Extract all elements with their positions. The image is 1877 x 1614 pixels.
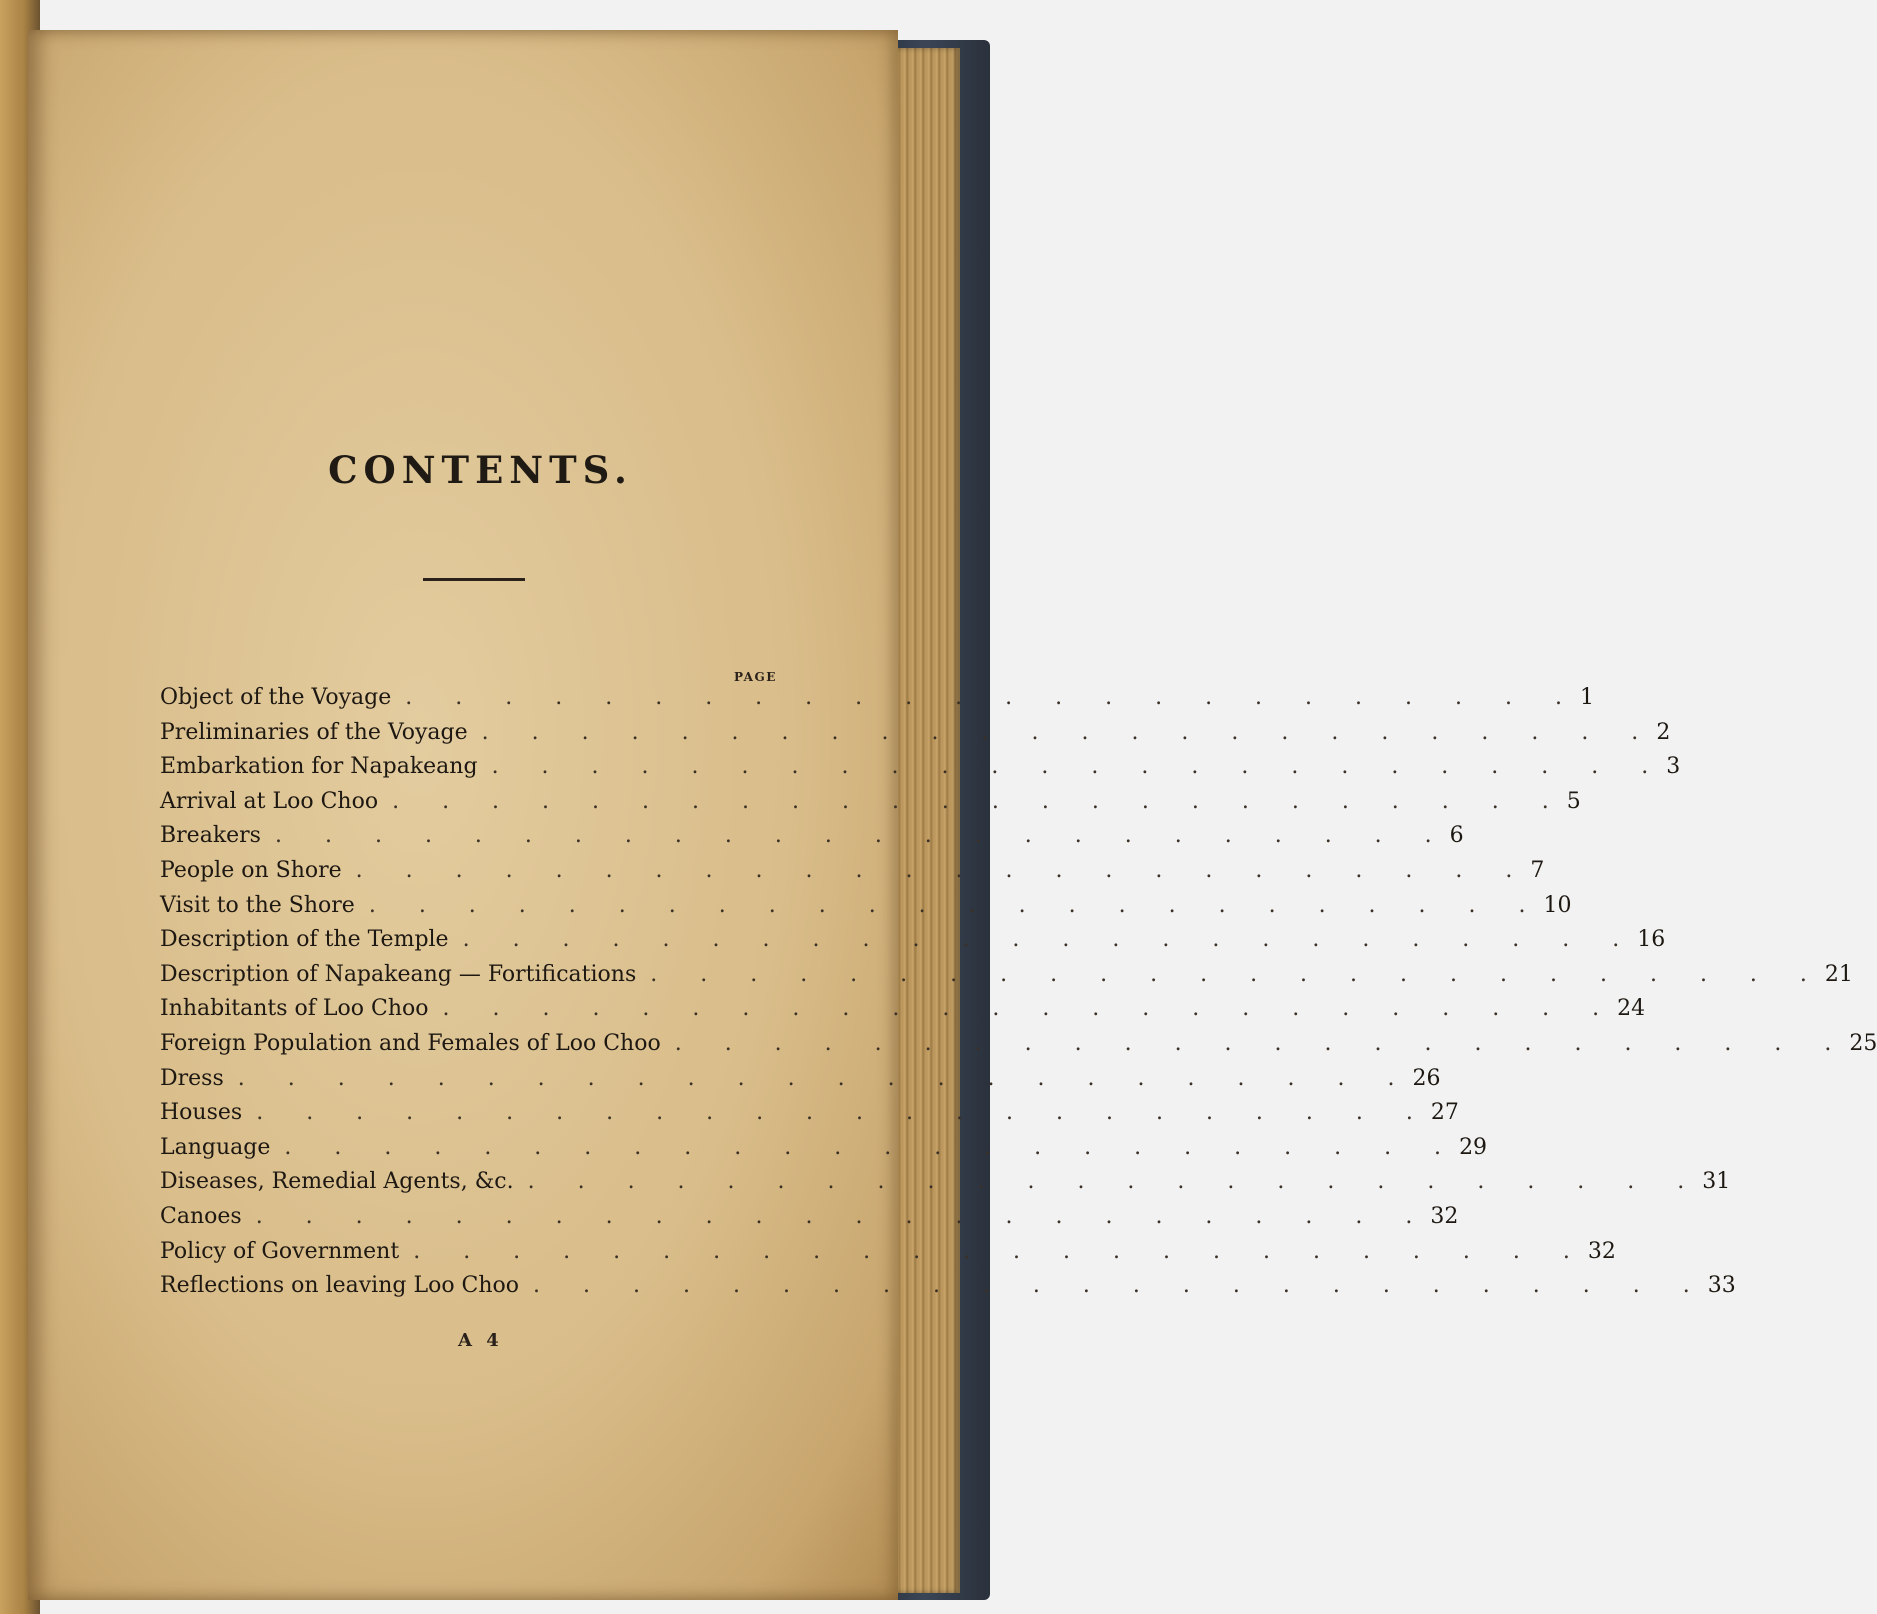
- toc-entry: [160, 892, 1572, 928]
- toc-leader-dots: . . . . . . . . . . . . . . . . . . . . . . . .: [674, 1030, 1850, 1056]
- toc-leader-dots: . . . . . . . . . . . . . . . . . . . . . . . .: [442, 996, 1618, 1022]
- toc-leader-dots: . . . . . . . . . . . . . . . . . . . . . . . .: [481, 719, 1657, 745]
- title-rule-divider: [423, 578, 525, 581]
- toc-entry-page: 6: [1449, 823, 1464, 849]
- toc-entry-label: Object of the Voyage: [160, 685, 392, 710]
- signature-mark: A 4: [458, 1330, 503, 1351]
- toc-entry-label: Description of the Temple: [160, 927, 449, 953]
- toc-entry-label: Breakers: [160, 823, 261, 849]
- toc-entry-label: Inhabitants of Loo Choo: [160, 996, 429, 1022]
- toc-leader-dots: . . . . . . . . . . . . . . . . . . . . . . . .: [413, 1238, 1588, 1264]
- toc-entry-label: Canoes: [160, 1203, 242, 1229]
- toc-entry-label: Policy of Government: [160, 1238, 400, 1264]
- toc-leader-dots: . . . . . . . . . . . . . . . . . . . . . . . .: [284, 1134, 1460, 1160]
- toc-entry: [160, 1169, 1731, 1204]
- toc-entry-page: 32: [1430, 1203, 1459, 1229]
- toc-entry-page: 21: [1824, 961, 1853, 987]
- toc-leader-dots: . . . . . . . . . . . . . . . . . . . . . . . .: [237, 1065, 1413, 1091]
- toc-entry-label: Houses: [160, 1100, 243, 1126]
- toc-entry-label: Description of Napakeang — Fortifications: [160, 961, 637, 987]
- toc-entry-label: Diseases, Remedial Agents, &c.: [160, 1169, 514, 1195]
- toc-entry-label: Reflections on leaving Loo Choo: [160, 1273, 520, 1299]
- page-column-heading: PAGE: [734, 670, 777, 684]
- toc-leader-dots: . . . . . . . . . . . . . . . . . . . . . . . .: [462, 927, 1638, 953]
- toc-entry: [160, 1203, 1459, 1239]
- toc-entry-page: 10: [1543, 892, 1572, 918]
- toc-entry: [160, 857, 1545, 893]
- toc-entry-page: 5: [1566, 788, 1581, 814]
- toc-entry-page: 27: [1430, 1100, 1459, 1126]
- toc-entry-page: 31: [1702, 1169, 1731, 1195]
- toc-entry-label: Language: [160, 1134, 271, 1160]
- toc-leader-dots: . . . . . . . . . . . . . . . . . . . . . . . .: [527, 1169, 1703, 1195]
- toc-entry-page: 32: [1587, 1238, 1616, 1264]
- toc-entry: [160, 1030, 1877, 1066]
- toc-entry: [160, 719, 1671, 755]
- toc-entry-page: 33: [1707, 1273, 1736, 1299]
- toc-entry: [160, 1238, 1616, 1274]
- toc-entry-page: 25: [1849, 1030, 1877, 1056]
- toc-entry-page: 24: [1617, 996, 1646, 1022]
- toc-leader-dots: . . . . . . . . . . . . . . . . . . . . . . . .: [405, 685, 1580, 710]
- toc-entry: [160, 927, 1666, 962]
- toc-entry: [160, 996, 1646, 1031]
- toc-entry: [160, 685, 1594, 720]
- toc-entry-label: Visit to the Shore: [160, 892, 355, 918]
- toc-entry-label: Embarkation for Napakeang: [160, 754, 478, 780]
- toc-entry: [160, 1134, 1488, 1170]
- toc-entry: [160, 1273, 1736, 1308]
- table-of-contents: [160, 685, 1877, 1308]
- book-page: [28, 30, 1877, 1600]
- toc-entry: [160, 1100, 1459, 1135]
- toc-leader-dots: . . . . . . . . . . . . . . . . . . . . . . . .: [368, 892, 1544, 918]
- toc-entry-page: 7: [1530, 857, 1545, 883]
- page-title: CONTENTS.: [328, 448, 633, 492]
- toc-leader-dots: . . . . . . . . . . . . . . . . . . . . . . . .: [533, 1273, 1708, 1299]
- toc-entry-label: Preliminaries of the Voyage: [160, 719, 468, 745]
- toc-entry-label: Dress: [160, 1065, 224, 1091]
- toc-entry-page: 26: [1412, 1065, 1441, 1091]
- toc-entry: [160, 961, 1853, 997]
- toc-entry-page: 29: [1459, 1134, 1488, 1160]
- toc-entry: [160, 1065, 1441, 1101]
- toc-entry-page: 16: [1637, 927, 1666, 953]
- toc-entry-page: 1: [1579, 685, 1594, 710]
- toc-leader-dots: . . . . . . . . . . . . . . . . . . . . . . . .: [491, 754, 1667, 780]
- toc-entry: [160, 788, 1581, 824]
- toc-entry-label: Arrival at Loo Choo: [160, 788, 379, 814]
- toc-entry-page: 2: [1656, 719, 1671, 745]
- toc-entry: [160, 754, 1681, 789]
- toc-leader-dots: . . . . . . . . . . . . . . . . . . . . . . . .: [650, 961, 1825, 987]
- toc-leader-dots: . . . . . . . . . . . . . . . . . . . . . . . .: [255, 1203, 1431, 1229]
- toc-leader-dots: . . . . . . . . . . . . . . . . . . . . . . . .: [355, 857, 1531, 883]
- toc-entry-page: 3: [1666, 754, 1681, 780]
- toc-entry-label: Foreign Population and Females of Loo Choo: [160, 1030, 661, 1056]
- toc-leader-dots: . . . . . . . . . . . . . . . . . . . . . . . .: [256, 1100, 1431, 1126]
- toc-entry: [160, 823, 1464, 858]
- toc-leader-dots: . . . . . . . . . . . . . . . . . . . . . . . .: [392, 788, 1567, 814]
- toc-leader-dots: . . . . . . . . . . . . . . . . . . . . . . . .: [274, 823, 1450, 849]
- toc-entry-label: People on Shore: [160, 857, 342, 883]
